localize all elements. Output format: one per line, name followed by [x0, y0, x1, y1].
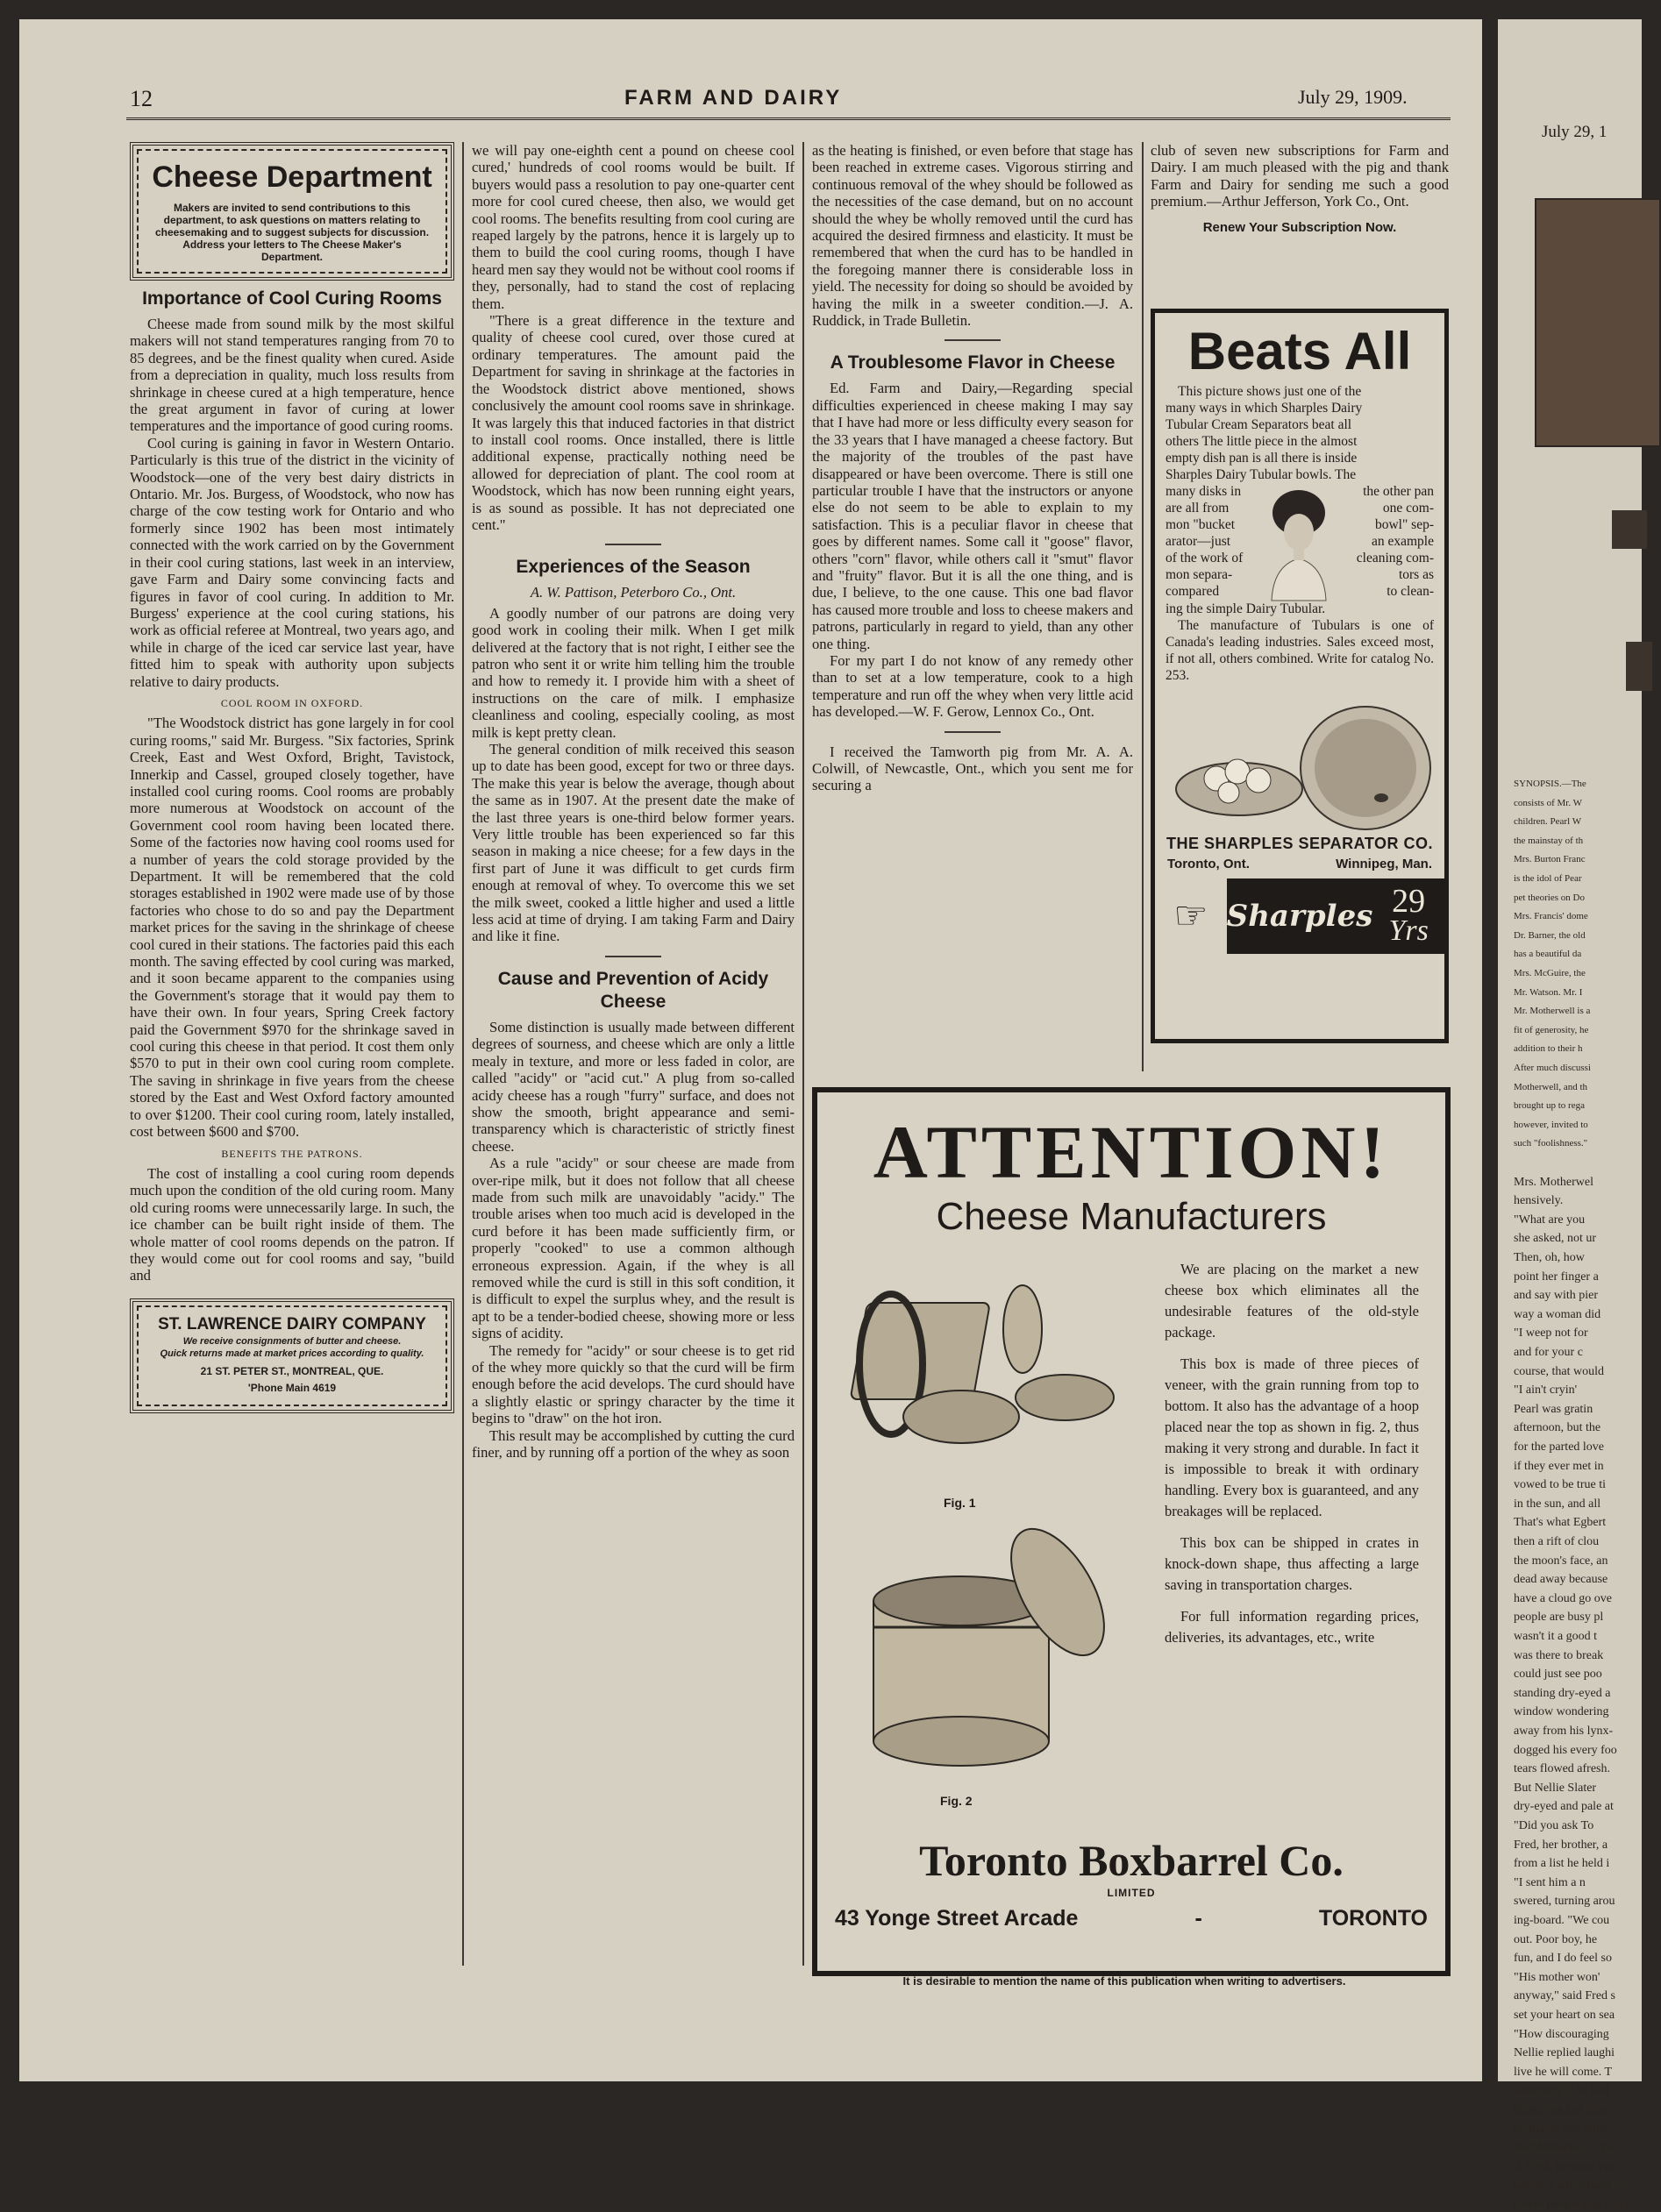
article-title: Importance of Cool Curing Rooms	[142, 288, 442, 309]
article-title: Experiences of the Season	[516, 557, 751, 578]
adjacent-page-line: hensively.	[1514, 1194, 1564, 1208]
separator	[945, 339, 1001, 341]
page-number: 12	[130, 86, 153, 111]
adjacent-page-line: point her finger a	[1514, 1270, 1599, 1284]
adjacent-page-line: Nellie replied laughi	[1514, 2046, 1615, 2060]
column-1	[130, 142, 454, 1967]
paragraph: club of seven new subscriptions for Farm and Dairy. I am much pleased with the pig and thank Farm and Dairy for sending me such a good premium.—Arthur Jefferson, York Co., Ont.	[1151, 142, 1449, 210]
adjacent-page-line: such "foolishness."	[1514, 1138, 1588, 1149]
fig2-cheese-box	[873, 1514, 1123, 1766]
adjacent-page-line: the Motherwells. You	[1514, 2141, 1620, 2155]
adjacent-page-line: was there to break	[1514, 1648, 1604, 1662]
adjacent-page-line: fun, and I do feel so	[1514, 1952, 1612, 1966]
adjacent-page-line: ing-board. "We cou	[1514, 1914, 1610, 1927]
column-3	[812, 142, 1133, 1071]
adjacent-page-line: fit of generosity, he	[1514, 1024, 1589, 1035]
adjacent-page-line: "I weep not for	[1514, 1326, 1588, 1341]
adjacent-page-line: dry-eyed and pale at	[1514, 1800, 1614, 1814]
paragraph: we will pay one-eighth cent a pound on cheese cool cured,' hundreds of cool rooms would be built. If buyers would pass a resolution to pay one-quarter cent more for cool cured cheese, then also, we would get cool rooms. The benefits resulting from cool curing are reaped largely by the patrons, hence it is largely up to them to build the cool curing rooms, though I have heard men say they would not be without cool rooms if they, personally, had to stand the cost of replacing them.	[472, 142, 795, 312]
ad-line: cleaning com-	[1356, 551, 1434, 565]
adjacent-page-line: Then, oh, how	[1514, 1251, 1585, 1264]
adjacent-page-line: away from his lynx-	[1514, 1725, 1614, 1738]
adjacent-page-line: Mrs. Burton Franc	[1514, 854, 1586, 865]
ad-paragraph: This box is made of three pieces of veneer, with the grain running from top to bottom. It also has the advantage of a hoop placed near the top as shown in fig. 2, thus making it very strong and durable. In fact it is impossible to break it with ordinary handling. Every box is guaranteed, and any breakages will be replaced.	[1165, 1355, 1419, 1519]
paragraph: This result may be accomplished by cutting the curd finer, and by running off a portion of the whey as soon	[472, 1426, 795, 1462]
adjacent-page-line: But Nellie Slater	[1514, 1781, 1597, 1795]
department-title: Cheese Department	[152, 160, 432, 194]
adjacent-page-line: have a cloud go ove	[1514, 1591, 1612, 1605]
adjacent-page-line: however, invited to	[1514, 1119, 1588, 1130]
ad-line: many disks in	[1166, 484, 1242, 499]
adjacent-page-line: "How discouraging	[1514, 2027, 1609, 2041]
woman-portrait	[1265, 483, 1333, 601]
paragraph: The cost of installing a cool curing room depends much upon the condition of the old curing room. Many old curing rooms were unnecessarily large. In such, the ice chamber can be built right inside of them. The whole matter of cool rooms depends on the patron. If they would come out for cool rooms and say, "build and	[130, 1164, 454, 1284]
pointing-hand-icon: ☞	[1155, 878, 1227, 954]
adjacent-page-line: consists of Mr. W	[1514, 797, 1583, 808]
adjacent-page-date: July 29, 1	[1542, 123, 1608, 141]
adjacent-page-line: has a beautiful da	[1514, 949, 1582, 960]
paragraph: As a rule "acidy" or sour cheese are made from over-ripe milk, but it does not follow that all cheese made from such milk are unavoidably "acidy." The trouble arises when too much acid is developed in the curd before it has been made sufficiently firm, or properly "cooked" to use a common although erroneous expression. Again, if the whey is all removed while the curd is still in this soft condition, it is difficult to expel the surplus whey, and the result is apt to be a tender-bodied cheese, showing more or less signs of acidity.	[472, 1155, 795, 1342]
adjacent-page-line: "His mother won'	[1514, 1970, 1600, 1984]
ad-subhead: Cheese Manufacturers	[936, 1195, 1327, 1238]
adjacent-page-line: be like to live with	[1514, 2122, 1606, 2136]
adjacent-page-line: Mr. Watson. Mr. I	[1514, 986, 1583, 998]
publication-title: FARM AND DAIRY	[624, 86, 843, 110]
paragraph: "The Woodstock district has gone largely in for cool curing rooms," said Mr. Burgess. "Six factories, Sprink Creek, East and West Oxford, Bright, Tavistock, Innerkip and Cassel, grouped closely together, have installed cool curing rooms. Cool rooms are probably more numerous at Woodstock on account of the Government cool room having been located there. Some of the factories now having cool rooms used for a number of years the cold storage provided by the Department. It will be remembered that the cold storages established in 1902 were made use of by those factories who chose to do so and pay the Department market prices for the saving in the shrinkage of cheese cool cured in their stations. The factories paid this each month. The saving effected by cool curing was marked, and it soon became apparent to the companies using the Government's storage that it would pay them to have their own. In four years, Spring Creek factory paid the Government $970 for the shrinkage saved in cool curing this cheese in that period. It cost them only $570 to put in their own cool curing room complete. The saving in shrinkage in five years from the cheese stored by the East and West Oxford factory amounted to over $1200. Their cool curing room, lately installed, cost between $600 and $700.	[130, 715, 454, 1141]
adjacent-page-line: for the parted love	[1514, 1440, 1605, 1454]
adjacent-page-line: swered, turning arou	[1514, 1895, 1615, 1909]
adjacent-page-line: "I ain't cryin'	[1514, 1383, 1578, 1398]
wrap-right	[1337, 483, 1434, 601]
adjacent-page-line: Fred, her brother, a	[1514, 1838, 1608, 1852]
ad-line: mon separa-	[1166, 567, 1233, 582]
ad-paragraph: The manufacture of Tubulars is one of Canada's leading industries. Sales exceed most, if not all, others combined. Write for catalog No. 253.	[1166, 618, 1434, 683]
adjacent-page-initial	[1612, 510, 1647, 549]
adjacent-page-line: out. Poor boy, he	[1514, 1932, 1598, 1946]
ad-line: others The little piece in the almost	[1166, 434, 1358, 449]
column-rule	[462, 142, 464, 1966]
separator	[605, 544, 661, 545]
adjacent-page-line: tears flowed afresh.	[1514, 1762, 1611, 1776]
adjacent-page-line: After much discussi	[1514, 1063, 1591, 1073]
ad-company-name: ST. LAWRENCE DAIRY COMPANY	[158, 1314, 426, 1334]
ad-paragraph: We are placing on the market a new cheese box which eliminates all the undesirable features of the old-style package.	[1165, 1261, 1419, 1341]
ad-address: 21 ST. PETER ST., MONTREAL, QUE.	[200, 1364, 384, 1377]
ad-paragraph: This box can be shipped in crates in knock-down shape, thus affecting a large saving in transportation charges.	[1165, 1534, 1419, 1593]
fig1-veneer-pieces	[851, 1285, 1114, 1443]
paragraph: A goodly number of our patrons are doing very good work in cooling their milk. When I get milk delivered at the factory that is not right, I either see the patron who sent it or write him telling him the trouble and how to remedy it. I provide him with a sheet of instructions on the care of milk. I emphasize cleanliness and cooling, especially cooling, as most milk is kept pretty clean.	[472, 604, 795, 741]
ad-line: to clean-	[1387, 584, 1434, 599]
paragraph: "There is a great difference in the texture and quality of cheese cool cured, over those cured at ordinary temperatures. The amount paid the Department for saving in shrinkage at the factories in the Woodstock district above mentioned, shows conclusively the amount cool rooms save in shrinkage. It was largely this that induced factories in that district to install cool rooms. Once installed, there is little additional expense, practically nothing need be allowed for depreciation of plant. The cool room at Woodstock, which has now been running eight years, is as sound as possible. It has not depreciated one cent."	[472, 312, 795, 533]
ad-company: THE SHARPLES SEPARATOR CO.	[1166, 835, 1434, 852]
ad-body	[1155, 383, 1444, 684]
ad-phone: 'Phone Main 4619	[247, 1382, 337, 1395]
adjacent-page-line: brought up to rega	[1514, 1100, 1585, 1112]
ad-line: Tubular Cream Separators beat all	[1166, 417, 1352, 432]
adjacent-page-line: children. Pearl W	[1514, 816, 1582, 828]
adjacent-page-line: the mainstay of th	[1514, 835, 1584, 846]
adjacent-page-line: smart boy if he had	[1514, 2084, 1609, 2098]
adjacent-page-line: Pearl was gratin	[1514, 1402, 1593, 1416]
sharples-logo: Sharples	[1226, 899, 1373, 934]
ad-cities	[1155, 853, 1444, 878]
adjacent-page-line: could just see poo	[1514, 1668, 1602, 1682]
figure-label: Fig. 2	[940, 1794, 973, 1808]
adjacent-page-line: Dr. Barner, the old	[1514, 929, 1586, 941]
ad-address-line	[835, 1906, 1428, 1931]
byline: A. W. Pattison, Peterboro Co., Ont.	[530, 584, 737, 601]
separator	[605, 956, 661, 957]
adjacent-page-line: "Did you ask To	[1514, 1819, 1594, 1832]
ad-line: empty dish pan is all there is inside	[1166, 451, 1358, 466]
ad-city: TORONTO	[1318, 1906, 1428, 1931]
adjacent-page-line: set your heart on sea	[1514, 2009, 1615, 2022]
st-lawrence-dairy-ad	[130, 1298, 454, 1413]
ad-copy	[1165, 1259, 1419, 1648]
footer-notice: It is desirable to mention the name of this publication when writing to advertisers.	[902, 1974, 1346, 1988]
adjacent-page-line: SYNOPSIS.—The	[1514, 779, 1586, 789]
paragraph: The general condition of milk received this season up to date has been good, except for two or three days. The make this year is below the average, though about the same as in 1907. At the present date the make of the last three years is one-third below former years. Very little trouble has been experienced so far this season in making a nice cheese; for a few days in the first part of June it was difficult to get curds firm enough at removal of whey. To overcome this we set the milk sweet, cooked a little higher and used a little less acid at time of drying. I am taking Farm and Dairy and like it fine.	[472, 741, 795, 945]
ad-dash: -	[1194, 1906, 1202, 1931]
ad-limited: LIMITED	[1107, 1887, 1156, 1899]
ad-line: ing the simple Dairy Tubular.	[1166, 601, 1326, 616]
ad-line: are all from	[1166, 501, 1230, 516]
adjacent-page-line: "I sent him a n	[1514, 1875, 1586, 1889]
ad-title: Beats All	[1187, 322, 1412, 381]
ad-line: an example	[1371, 534, 1434, 549]
subheading: BENEFITS THE PATRONS.	[221, 1147, 363, 1160]
adjacent-page-line: and for your c	[1514, 1346, 1583, 1359]
adjacent-page-line: from a list he held i	[1514, 1857, 1610, 1871]
adjacent-page-line: "What are you	[1514, 1213, 1586, 1227]
paragraph: The remedy for "acidy" or sour cheese is to get rid of the whey more quickly so that the curd will be firm enough before the acid develops. The curd should have a slightly elastic or springy character by the time it begins to "draw" on the hot iron.	[472, 1341, 795, 1427]
sharples-ad	[1151, 309, 1449, 1043]
paragraph: Cheese made from sound milk by the most skilful makers will not stand temperatures ranging from 70 to 85 degrees, and be the finest quality when cured. Aside from a depreciation in quality, much loss results from shrinkage in cheese cured at a high temperature, hence the great argument in favor of curing at lower temperatures and the importance of good curing rooms.	[130, 316, 454, 435]
article-title: Cause and Prevention of Acidy Cheese	[497, 968, 769, 1012]
adjacent-page-line: anyway," said Fred s	[1514, 1989, 1616, 2003]
column-rule	[1142, 142, 1144, 1071]
paragraph: Some distinction is usually made between different degrees of sourness, and cheese which are only a little mealy in texture, and more or less faded in color, are called "acidy" or "acid cut." A plug from so-called acidy cheese has a rough "furry" surface, and does not show the smooth, bright appearance and semi-transparency which is characteristic of strictly finest cheese.	[472, 1018, 795, 1155]
ad-line: arator—just	[1166, 534, 1231, 549]
ad-line: bowl" sep-	[1374, 517, 1434, 532]
ad-paragraph: For full information regarding prices, deliveries, its advantages, etc., write	[1165, 1608, 1419, 1646]
paragraph: Ed. Farm and Dairy,—Regarding special difficulties experienced in cheese making I may say that I have had more or less difficulty every season for the 33 years that I have managed a cheese factory. But the majority of the troubles of the past have disappeared or have been overcome. There is still one particular trouble I have that the instructors or anyone else do not seem to be able to explain to my satisfaction. This is a peculiar flavor in cheese that goes by different names. Some call it "goose" flavor, others "corn" flavor, while others call it "smut" flavor and "fruity" flavor. But it is all the one thing, and is due, I believe, to the one cause. This one bad flavor has caused more trouble and loss to cheese makers and patrons, particularly in regard to yield, than any other one thing.	[812, 380, 1133, 652]
adjacent-page-line: and say with pier	[1514, 1289, 1599, 1303]
separator	[945, 731, 1001, 733]
adjacent-page-line: vowed to be true ti	[1514, 1478, 1606, 1492]
ad-address: 43 Yonge Street Arcade	[835, 1906, 1079, 1931]
wrap-left	[1166, 483, 1260, 601]
years-badge	[1372, 883, 1444, 947]
adjacent-page-line: pet theories on Do	[1514, 892, 1585, 903]
newspaper-page	[19, 19, 1482, 2081]
adjacent-page-line: afternoon, but the	[1514, 1421, 1601, 1435]
adjacent-page-initial	[1626, 642, 1652, 691]
city: Toronto, Ont.	[1167, 857, 1250, 871]
ad-line: of the work of	[1166, 551, 1244, 565]
adjacent-page-line: is the idol of Pear	[1514, 873, 1582, 884]
paragraph: For my part I do not know of any remedy other than to set at a low temperature, cook to a high temperature and run off the whey when very little acid has developed.—W. F. Gerow, Lennox Co., Ont.	[812, 651, 1133, 721]
ad-line: We receive consignments of butter and cheese.	[182, 1335, 402, 1347]
adjacent-page-line: Motherwell, and th	[1514, 1081, 1588, 1092]
ad-line: Sharples Dairy Tubular bowls. The	[1166, 467, 1357, 482]
dish-pan-illustration	[1162, 684, 1437, 835]
adjacent-page-line: wasn't it a good t	[1514, 1630, 1598, 1643]
adjacent-page-line: superior advantages o	[1514, 2179, 1622, 2193]
boxbarrel-ad	[812, 1087, 1451, 1976]
ad-line: one com-	[1382, 501, 1434, 516]
adjacent-page-line: live he will come. T	[1514, 2065, 1613, 2079]
ad-company: Toronto Boxbarrel Co.	[919, 1836, 1344, 1885]
adjacent-page-line: in the sun, and all	[1514, 1497, 1601, 1511]
adjacent-page-line: Mrs. Motherwel	[1514, 1175, 1593, 1189]
adjacent-page-line: addition to their h	[1514, 1043, 1583, 1055]
column-rule	[802, 142, 804, 1966]
ad-line: compared	[1166, 584, 1220, 599]
adjacent-page-line: That's what Egbert	[1514, 1516, 1607, 1530]
adjacent-page	[1498, 19, 1642, 2211]
adjacent-page-line: clever people like you	[1514, 2198, 1623, 2211]
ad-line: many ways in which Sharples Dairy	[1166, 401, 1363, 416]
ad-line: tors as	[1398, 567, 1434, 582]
adjacent-page-line: Mrs. McGuire, the	[1514, 968, 1586, 978]
column-2	[472, 142, 795, 1967]
ad-line: the other pan	[1363, 484, 1434, 499]
adjacent-page-illustration	[1535, 198, 1661, 447]
adjacent-page-line: dogged his every foo	[1514, 1743, 1617, 1757]
subheading: COOL ROOM IN OXFORD.	[220, 696, 364, 709]
adjacent-page-line: standing dry-eyed a	[1514, 1686, 1611, 1700]
adjacent-page-line: the moon's face, an	[1514, 1554, 1608, 1568]
adjacent-page-line: dead away because	[1514, 1573, 1608, 1587]
paragraph: I received the Tamworth pig from Mr. A. A. Colwill, of Newcastle, Ont., which you sent me for securing a	[812, 743, 1133, 794]
ad-line: This picture shows just one of the	[1178, 384, 1362, 399]
adjacent-page-line: then a rift of clou	[1514, 1535, 1600, 1548]
ad-headline: ATTENTION!	[873, 1110, 1390, 1194]
paragraph: as the heating is finished, or even before that stage has been reached in extreme cases. Vigorous stirring and continuous removal of the whey should be followed as the necessities of the case demand, but on no account should the whey be wholly removed until the curd has acquired the desired firmness and elasticity. It must be remembered that when the curd has to be handled in the foregoing manner there is considerable loss in yield. The necessity for doing so should be avoided by having the milk in a sweeter condition.—J. A. Ruddick, in Trade Bulletin.	[812, 142, 1133, 330]
header-rule	[126, 117, 1451, 120]
ad-figures	[830, 1268, 1154, 1811]
adjacent-page-line: think. But just thin	[1514, 2103, 1607, 2116]
adjacent-page-line: it, Fred, because you	[1514, 2159, 1616, 2173]
city: Winnipeg, Man.	[1336, 857, 1432, 871]
cheese-department-box	[130, 142, 454, 281]
adjacent-page-line: if they ever met in	[1514, 1459, 1604, 1473]
article-title: A Troublesome Flavor in Cheese	[830, 352, 1116, 373]
renew-notice: Renew Your Subscription Now.	[1202, 219, 1397, 235]
adjacent-page-line: people are busy pl	[1514, 1611, 1604, 1625]
adjacent-page-line: Mrs. Francis' dome	[1514, 911, 1588, 922]
years-number: 29	[1392, 883, 1426, 920]
adjacent-page-line: window wondering	[1514, 1705, 1609, 1719]
issue-date: July 29, 1909.	[1298, 86, 1408, 108]
ad-line: Quick returns made at market prices according to quality.	[160, 1348, 424, 1359]
ad-line: mon "bucket	[1166, 517, 1236, 532]
figure-label: Fig. 1	[944, 1496, 976, 1510]
department-note: Makers are invited to send contributions to this department, to ask questions on matters relating to cheesemaking and to suggest subjects for discussion. Address your letters to The Cheese Maker's Department.	[154, 202, 430, 263]
logo-bar	[1155, 878, 1444, 954]
adjacent-page-line: Mr. Motherwell is a	[1514, 1006, 1591, 1017]
wrap-block	[1166, 483, 1434, 601]
paragraph: Cool curing is gaining in favor in Western Ontario. Particularly is this true of the district in the vicinity of Woodstock—one of the very best dairy districts in Ontario. Mr. Jos. Burgess, of Woodstock, who now has charge of the cow testing work for Ontario and who formerly since 1902 has been most intimately connected with the work carried on by the Government in their cool curing stations, last week in an interview, gave Farm and Dairy some convincing facts and figures in favor of cool curing. In addition to Mr. Burgess' experience at the cool curing stations, his work as official referee at Montreal, two years ago, and while in charge of the iced car service last year, have fitted him to speak with authority upon subjects relative to dairy products.	[130, 434, 454, 690]
adjacent-page-line: way a woman did	[1514, 1307, 1601, 1321]
adjacent-page-line: course, that would	[1514, 1364, 1605, 1378]
adjacent-page-line: she asked, not ur	[1514, 1232, 1597, 1246]
years-unit: Yrs	[1388, 914, 1429, 947]
